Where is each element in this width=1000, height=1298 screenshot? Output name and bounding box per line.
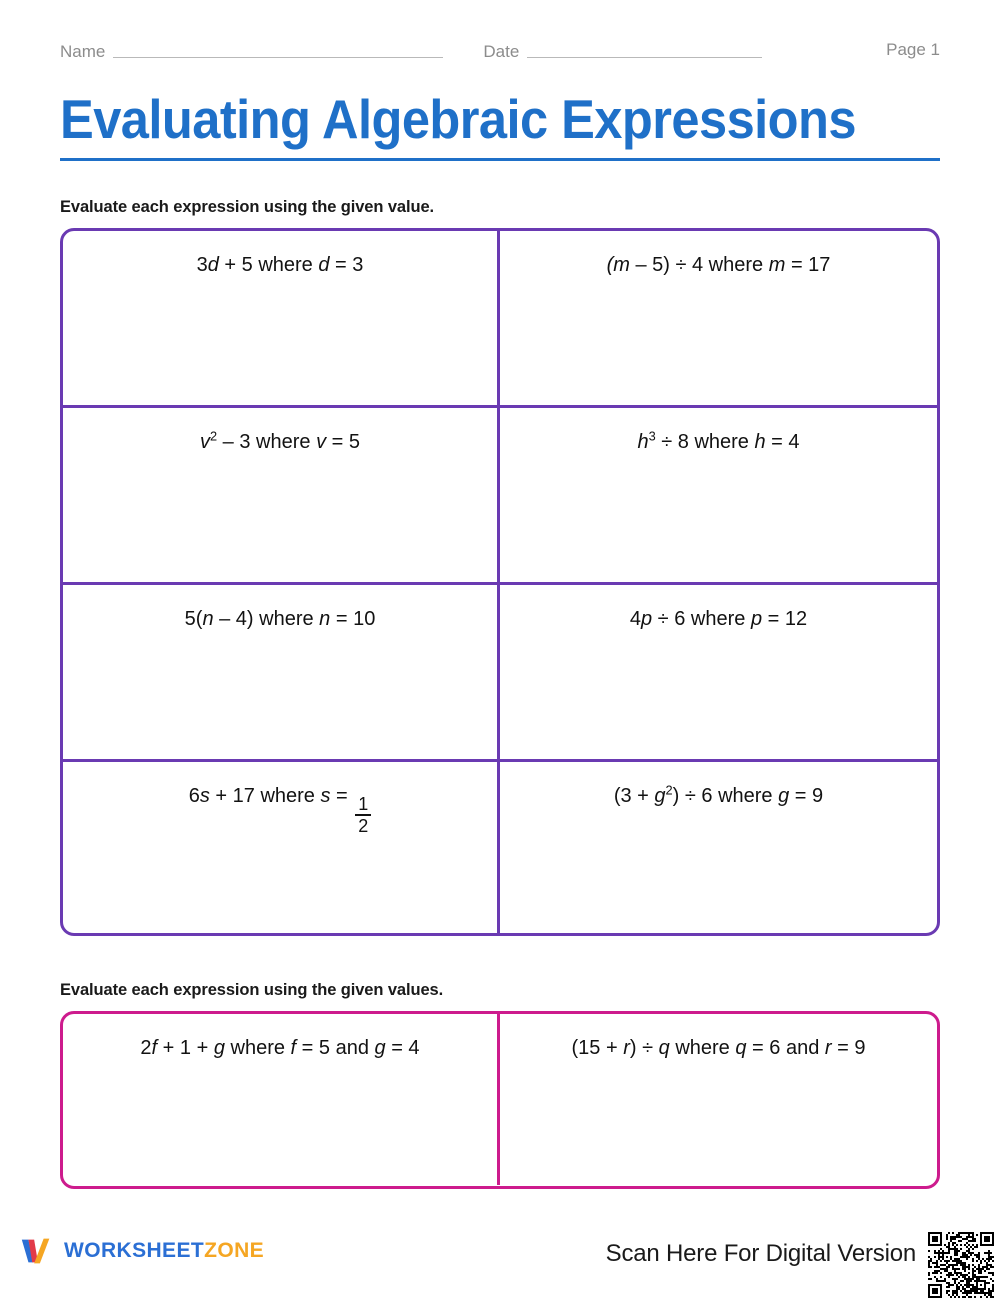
problem-cell[interactable] bbox=[63, 408, 500, 585]
qr-code[interactable] bbox=[928, 1232, 994, 1298]
date-write-line[interactable] bbox=[527, 56, 762, 58]
page-number: Page 1 bbox=[886, 40, 940, 59]
problem-cell[interactable] bbox=[500, 408, 937, 585]
problem-expression: (15 + r) ÷ q where q = 6 and r = 9 bbox=[571, 1037, 866, 1059]
problem-cell[interactable] bbox=[63, 1014, 500, 1185]
problem-expression: 3d + 5 where d = 3 bbox=[196, 254, 364, 276]
date-label: Date bbox=[483, 42, 520, 61]
brand-text bbox=[64, 1239, 264, 1263]
instruction-section-1: Evaluate each expression using the given value. bbox=[60, 198, 435, 216]
problem-cell[interactable] bbox=[63, 762, 500, 936]
problem-expression: 4p ÷ 6 where p = 12 bbox=[629, 608, 808, 630]
name-label: Name bbox=[60, 42, 106, 61]
worksheetzone-logo[interactable] bbox=[18, 1232, 264, 1270]
problem-expression: $h^3 \div 8$ where h = 4 bbox=[637, 428, 800, 453]
problem-expression: 6s + 17 where s = $\frac{1}{2}$ bbox=[189, 782, 372, 936]
page-title: Evaluating Algebraic Expressions bbox=[60, 88, 856, 150]
problem-expression: 5(n – 4) where n = 10 bbox=[184, 608, 376, 630]
problem-grid-section-2 bbox=[60, 1011, 940, 1189]
problem-cell[interactable] bbox=[500, 762, 937, 936]
problem-expression: $v^2 - 3$ where v = 5 bbox=[200, 428, 360, 453]
problem-cell[interactable] bbox=[63, 585, 500, 762]
problem-expression: 2f + 1 + g where f = 5 and g = 4 bbox=[140, 1037, 420, 1059]
brand-zone: ZONE bbox=[204, 1239, 265, 1262]
header-meta-row bbox=[60, 36, 940, 62]
problem-cell[interactable] bbox=[63, 231, 500, 408]
instruction-section-2: Evaluate each expression using the given values. bbox=[60, 981, 444, 999]
problem-grid-section-1 bbox=[60, 228, 940, 936]
problem-cell[interactable] bbox=[500, 231, 937, 408]
page-footer bbox=[0, 1222, 1000, 1294]
name-write-line[interactable] bbox=[113, 56, 443, 58]
problem-cell[interactable] bbox=[500, 585, 937, 762]
title-divider bbox=[60, 158, 940, 161]
problem-cell[interactable] bbox=[500, 1014, 937, 1185]
problem-expression: (m – 5) ÷ 4 where m = 17 bbox=[606, 254, 831, 276]
w-logo-icon bbox=[18, 1232, 56, 1270]
scan-prompt-text: Scan Here For Digital Version bbox=[605, 1240, 916, 1267]
brand-worksheet: WORKSHEET bbox=[64, 1239, 205, 1262]
problem-expression: $(3 + g^2) \div 6$ where g = 9 bbox=[613, 782, 824, 807]
